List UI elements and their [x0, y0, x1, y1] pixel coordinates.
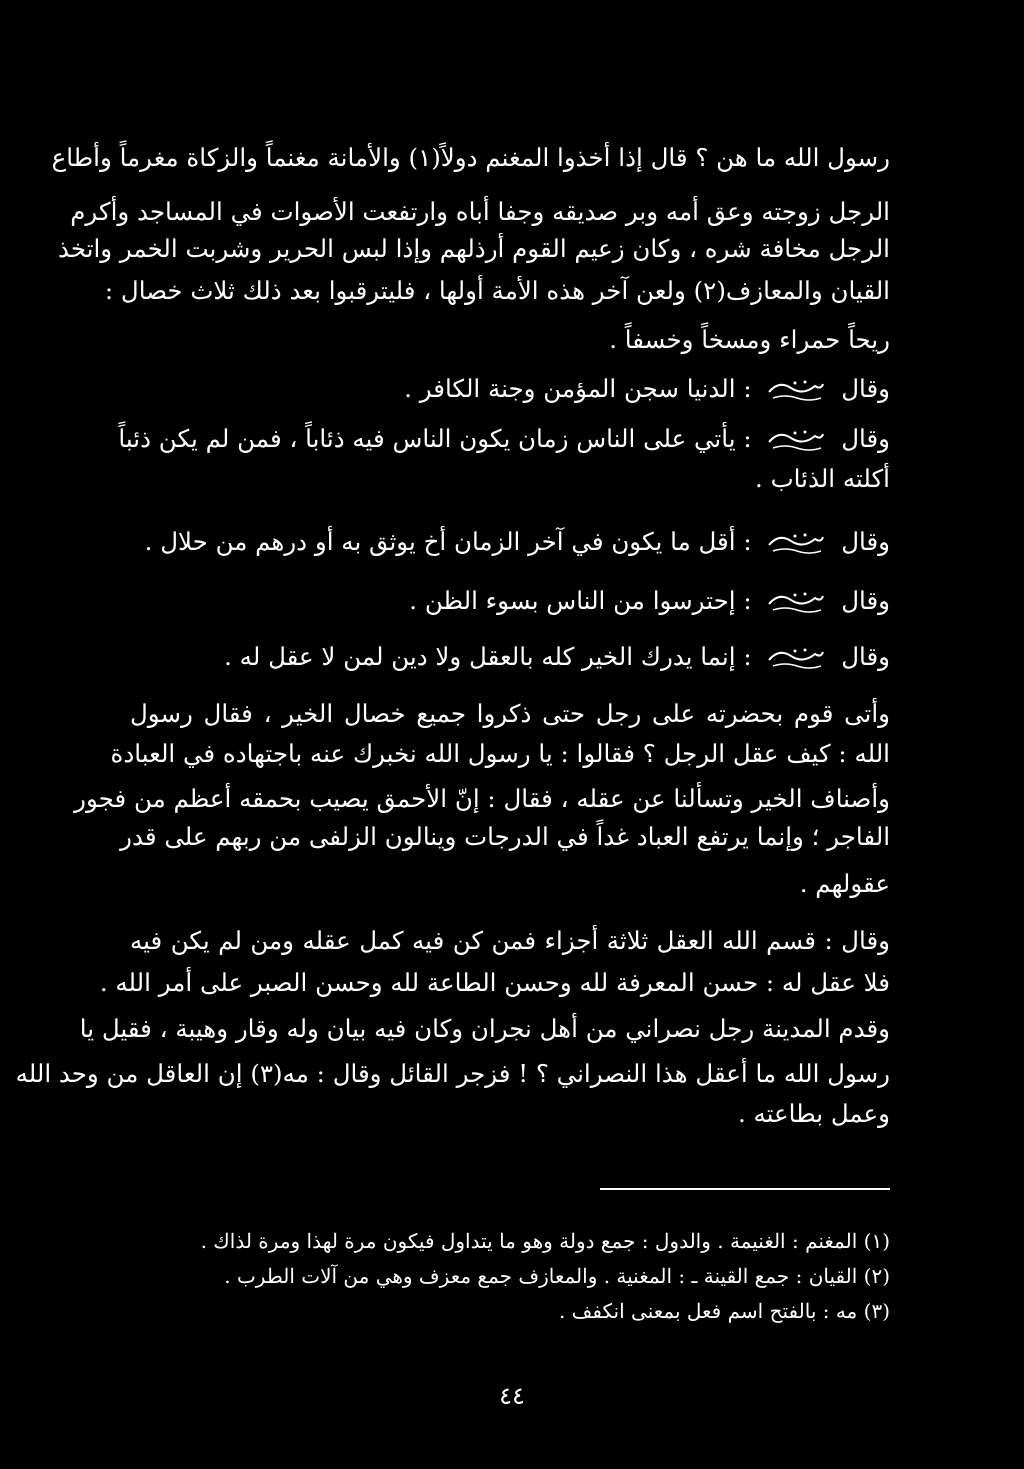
saying-text: أكلته الذئاب .	[755, 464, 890, 493]
salutation-seal-icon	[765, 426, 827, 456]
saying-line	[130, 525, 890, 559]
text-line: وأصناف الخير وتسألنا عن عقله ، فقال : إنّ الأحمق يصيب بحمقه أعظم من فجور	[74, 784, 890, 813]
saying-prefix: وقال	[841, 424, 890, 453]
saying-text: : يأتي على الناس زمان يكون الناس فيه ذئاباً ، فمن لم يكن ذئباً	[118, 424, 752, 453]
text-line: وقال : قسم الله العقل ثلاثة أجزاء فمن كن فيه كمل عقله ومن لم يكن فيه	[130, 926, 890, 955]
saying-text: : إنما يدرك الخير كله بالعقل ولا دين لمن لا عقل له .	[224, 642, 752, 671]
salutation-seal-icon	[765, 529, 827, 559]
salutation-seal-icon	[765, 376, 827, 406]
text-line: القيان والمعازف(٢) ولعن آخر هذه الأمة أولها ، فليترقبوا بعد ذلك ثلاث خصال :	[104, 276, 890, 305]
footnote: (٢) القيان : جمع القينة ـ : المغنية . والمعازف جمع معزف وهي من آلات الطرب .	[224, 1264, 890, 1288]
text-line: وأتى قوم بحضرته على رجل حتى ذكروا جميع خصال الخير ، فقال رسول	[130, 699, 890, 728]
saying-line	[130, 372, 890, 406]
footnote: (٣) مه : بالفتح اسم فعل بمعنى انكفف .	[558, 1299, 890, 1323]
text-line: الفاجر ؛ وإنما يرتفع العباد غداً في الدرجات وينالون الزلفى من ربهم على قدر	[120, 822, 890, 851]
text-line: الرجل زوجته وعق أمه وبر صديقه وجفا أباه وارتفعت الأصوات في المساجد وأكرم	[70, 197, 890, 226]
text-line: فلا عقل له : حسن المعرفة لله وحسن الطاعة لله وحسن الصبر على أمر الله .	[99, 968, 890, 997]
saying-prefix: وقال	[841, 374, 890, 403]
saying-text: : أقل ما يكون في آخر الزمان أخ يوثق به أو درهم من حلال .	[144, 527, 752, 556]
text-line: ريحاً حمراء ومسخاً وخسفاً .	[609, 325, 890, 354]
saying-line	[118, 422, 890, 456]
saying-prefix: وقال	[841, 586, 890, 615]
text-line: الرجل مخافة شره ، وكان زعيم القوم أرذلهم وإذا لبس الحرير وشربت الخمر واتخذ	[57, 234, 890, 263]
saying-text: : إحترسوا من الناس بسوء الظن .	[409, 586, 752, 615]
text-line: وقدم المدينة رجل نصراني من أهل نجران وكان فيه بيان وله وقار وهيبة ، فقيل يا	[79, 1014, 890, 1043]
text-line: وعمل بطاعته .	[737, 1099, 890, 1128]
saying-prefix: وقال	[841, 527, 890, 556]
saying-line	[130, 462, 890, 496]
saying-line	[130, 584, 890, 618]
text-line: عقولهم .	[799, 869, 890, 898]
salutation-seal-icon	[765, 644, 827, 674]
page-number: ٤٤	[499, 1382, 525, 1410]
saying-text: : الدنيا سجن المؤمن وجنة الكافر .	[404, 374, 752, 403]
saying-line	[130, 640, 890, 674]
text-line: الله : كيف عقل الرجل ؟ فقالوا : يا رسول الله نخبرك عنه باجتهاده في العبادة	[110, 739, 890, 768]
footnote-divider	[600, 1188, 890, 1190]
salutation-seal-icon	[765, 588, 827, 618]
text-line: رسول الله ما هن ؟ قال إذا أخذوا المغنم دولاً(١) والأمانة مغنماً والزكاة مغرماً وأطاع	[51, 143, 890, 172]
saying-prefix: وقال	[841, 642, 890, 671]
text-line: رسول الله ما أعقل هذا النصراني ؟ ! فزجر القائل وقال : مه(٣) إن العاقل من وحد الله	[15, 1059, 890, 1088]
footnote: (١) المغنم : الغنيمة . والدول : جمع دولة وهو ما يتداول فيكون مرة لهذا ومرة لذاك .	[200, 1229, 890, 1253]
